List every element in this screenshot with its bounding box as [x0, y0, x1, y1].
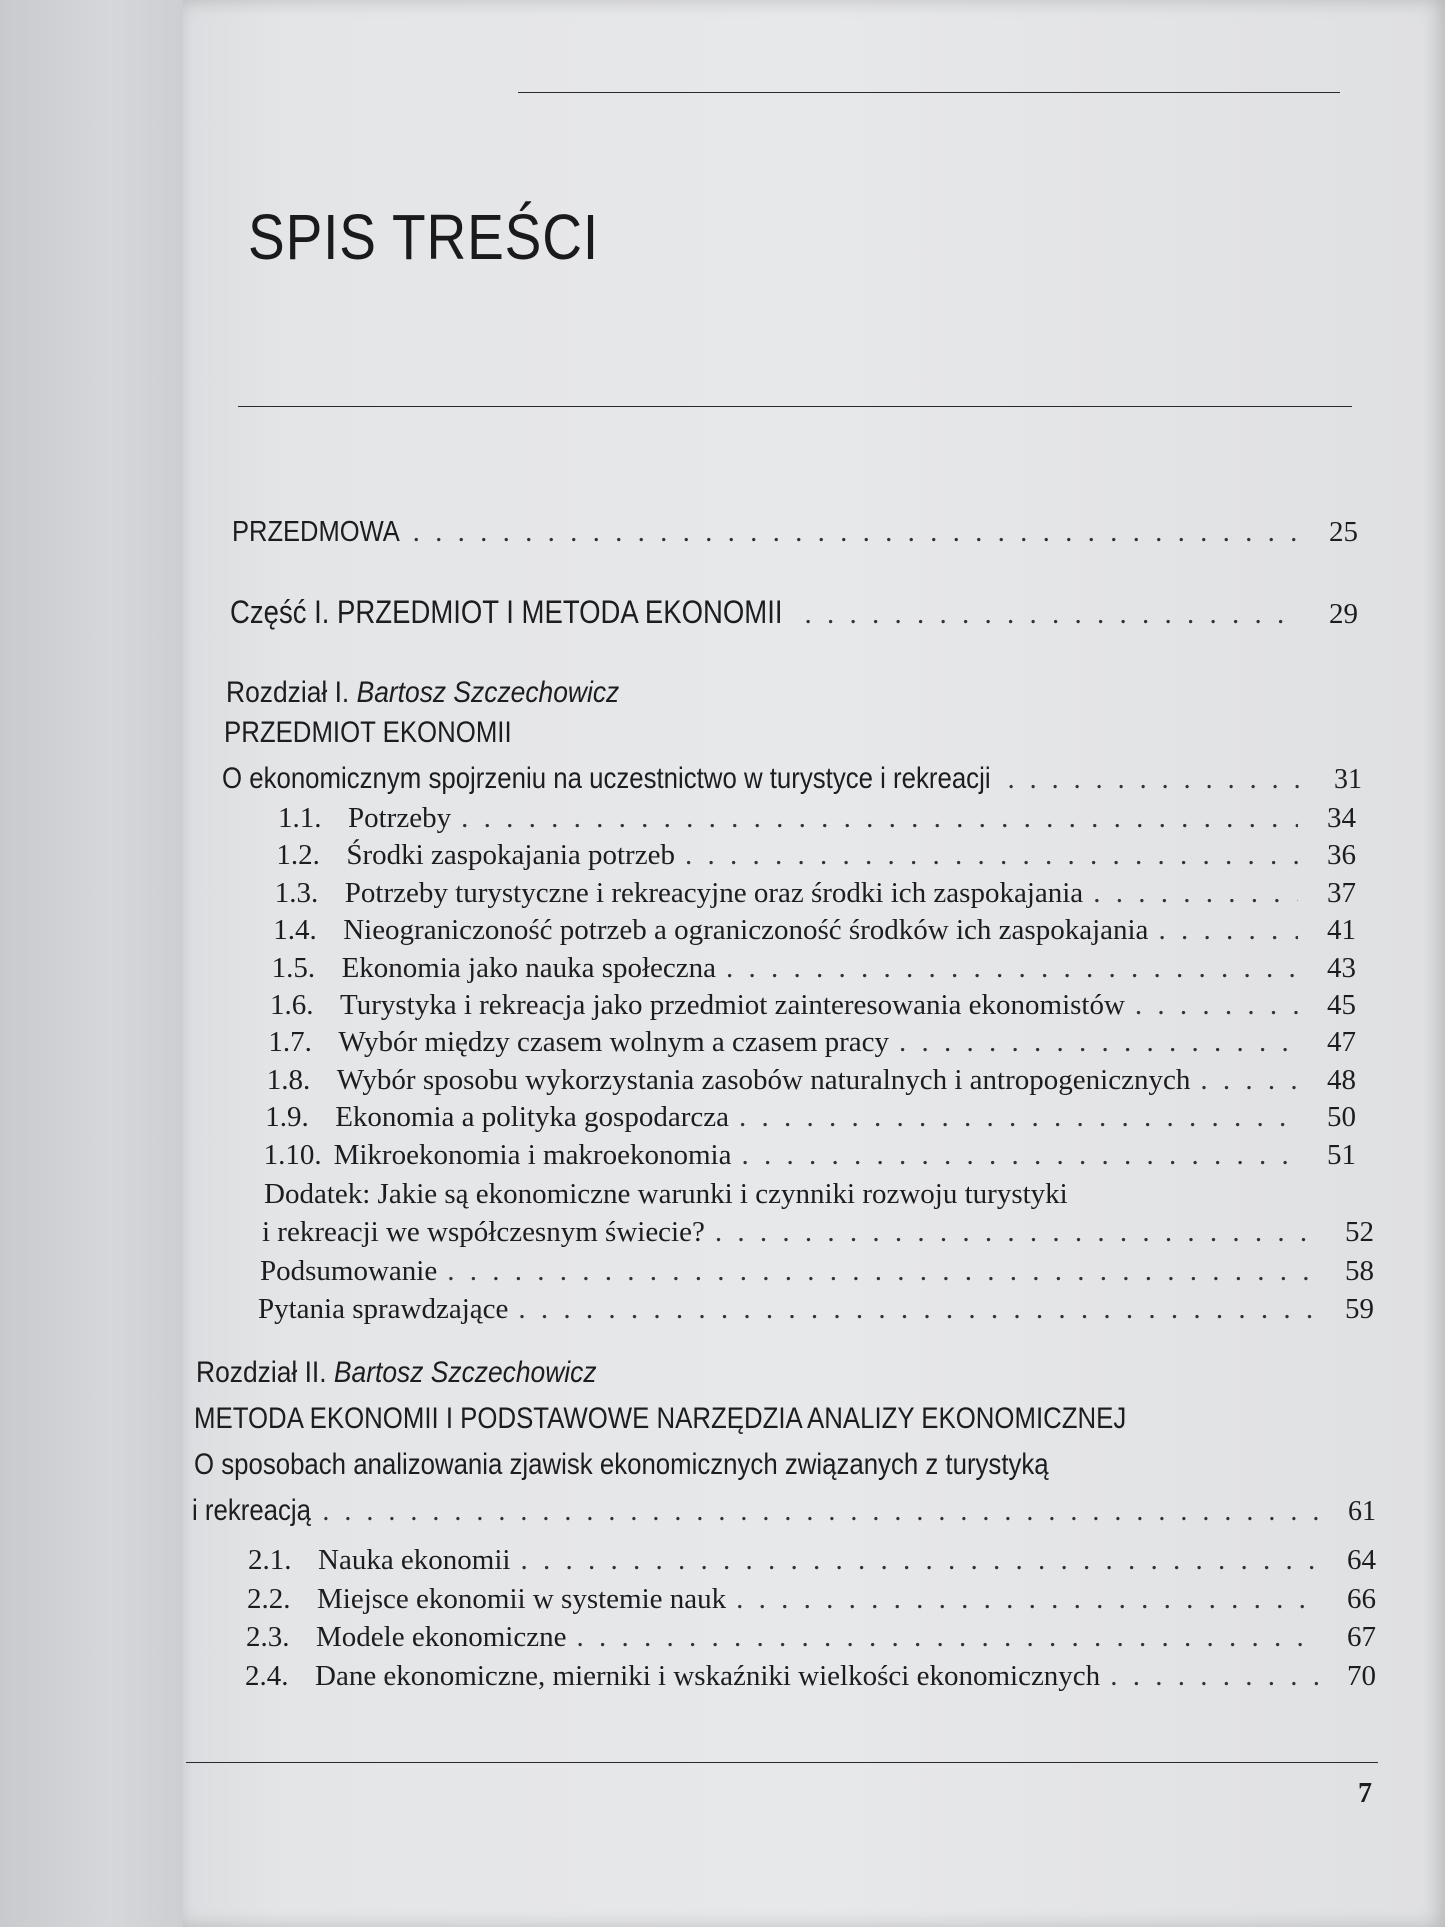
toc-section-number: 1.1. [278, 802, 322, 834]
toc-page-number: 50 [1326, 1101, 1356, 1134]
leader-dots [1110, 1660, 1318, 1693]
toc-entry-label: Podsumowanie [260, 1255, 438, 1287]
toc-section-row [245, 1660, 1376, 1693]
toc-page-number: 59 [1345, 1293, 1374, 1325]
chapter-2-subtitle-line-1: O sposobach analizowania zjawisk ekonomicznych związanych z turystyką [194, 1448, 1049, 1481]
toc-section-number: 1.7. [268, 1026, 312, 1059]
page-title: SPIS TREŚCI [248, 201, 600, 273]
toc-page-number: 48 [1326, 1063, 1356, 1096]
toc-page-number: 29 [1329, 598, 1358, 630]
toc-section-row [247, 1583, 1376, 1616]
leader-dots [576, 1621, 1318, 1654]
toc-page-number: 70 [1347, 1659, 1376, 1692]
chapter-1-prefix: Rozdział I. [226, 676, 350, 709]
toc-section-label: Środki zaspokajania potrzeb [346, 839, 675, 872]
leader-dots [739, 1101, 1298, 1134]
leader-dots [1093, 877, 1298, 910]
toc-section-label: Mikroekonomia i makroekonomia [333, 1138, 732, 1171]
toc-section-label: Potrzeby [348, 802, 452, 834]
toc-section-label: Modele ekonomiczne [316, 1621, 567, 1654]
toc-page-number: 51 [1326, 1138, 1356, 1171]
toc-page-number: 45 [1327, 989, 1356, 1021]
toc-entry-label: O ekonomicznym spojrzeniu na uczestnictwo w turystyce i rekreacji [222, 762, 991, 795]
toc-section-label: Turystyka i rekreacja jako przedmiot zainteresowania ekonomistów [340, 989, 1125, 1021]
toc-section-row [267, 1064, 1356, 1097]
toc-entry-preface [232, 516, 1358, 549]
toc-section-number: 1.2. [276, 839, 320, 872]
leader-dots [736, 1583, 1318, 1616]
leader-dots [413, 516, 1300, 549]
toc-section-number: 2.3. [246, 1621, 290, 1654]
toc-section-label: Ekonomia jako nauka społeczna [341, 951, 717, 984]
chapter-2-subtitle [192, 1494, 1376, 1528]
toc-section-label: Wybór między czasem wolnym a czasem pracy [338, 1026, 890, 1059]
chapter-1-heading [226, 676, 619, 710]
toc-section-number: 1.8. [266, 1063, 311, 1096]
toc-section-number: 2.4. [245, 1659, 289, 1692]
chapter-1-subtitle [222, 762, 1362, 796]
leader-dots [447, 1255, 1316, 1288]
toc-page-number: 41 [1326, 914, 1356, 947]
toc-section-number: 1.6. [270, 989, 314, 1021]
toc-entry-label: i rekreacji we współczesnym świecie? [262, 1216, 705, 1248]
leader-dots [461, 802, 1298, 835]
leader-dots [322, 1496, 1318, 1528]
leader-dots [520, 1544, 1318, 1577]
toc-section-row [276, 839, 1356, 872]
toc-page-number: 66 [1347, 1582, 1376, 1615]
leader-dots [685, 839, 1298, 872]
toc-entry-part-1 [230, 594, 1358, 631]
toc-section-row [272, 952, 1356, 985]
leader-dots [715, 1216, 1316, 1249]
toc-page-number: 43 [1326, 951, 1356, 984]
leader-dots [804, 598, 1300, 631]
toc-section-label: Miejsce ekonomii w systemie nauk [317, 1582, 727, 1615]
toc-entry-label: i rekreacją [192, 1494, 312, 1527]
leader-dots [726, 952, 1298, 985]
toc-page-number: 25 [1329, 516, 1358, 548]
toc-page-number: 37 [1326, 876, 1356, 909]
toc-section-row [273, 914, 1356, 947]
leader-dots [518, 1293, 1316, 1326]
leader-dots [1008, 764, 1304, 796]
toc-entry-questions [258, 1293, 1374, 1326]
toc-page-number: 47 [1326, 1026, 1356, 1059]
toc-page-number: 58 [1345, 1255, 1374, 1287]
leader-dots [1135, 989, 1298, 1022]
toc-section-label: Wybór sposobu wykorzystania zasobów naturalnych i antropogenicznych [336, 1063, 1191, 1096]
toc-page-number: 36 [1326, 839, 1356, 872]
toc-section-row [278, 802, 1356, 835]
toc-section-number: 1.4. [273, 914, 317, 947]
toc-section-number: 1.9. [265, 1101, 309, 1134]
toc-section-number: 2.1. [248, 1544, 292, 1576]
page-number: 7 [1358, 1778, 1372, 1809]
toc-entry-label: PRZEDMOWA [232, 516, 400, 548]
toc-page-number: 64 [1347, 1544, 1376, 1576]
toc-section-label: Dane ekonomiczne, mierniki i wskaźniki wielkości ekonomicznych [315, 1659, 1101, 1692]
leader-dots [899, 1026, 1298, 1059]
toc-section-number: 1.10. [263, 1138, 322, 1171]
toc-section-label: Potrzeby turystyczne i rekreacyjne oraz środki ich zaspokajania [344, 876, 1084, 909]
toc-entry-appendix [262, 1216, 1374, 1249]
toc-entry-label: Część I. PRZEDMIOT I METODA EKONOMII [230, 594, 783, 630]
toc-section-row [265, 1101, 1356, 1134]
toc-section-label: Nieograniczoność potrzeb a ograniczoność środków ich zaspokajania [343, 914, 1149, 947]
chapter-1-author: Bartosz Szczechowicz [356, 676, 620, 709]
title-rule [238, 406, 1352, 407]
bottom-rule [186, 1762, 1378, 1763]
appendix-line-1: Dodatek: Jakie są ekonomiczne warunki i czynniki rozwoju turystyki [264, 1178, 1068, 1210]
toc-section-number: 1.3. [274, 876, 319, 909]
chapter-2-title: METODA EKONOMII I PODSTAWOWE NARZĘDZIA ANALIZY EKONOMICZNEJ [194, 1402, 1127, 1435]
toc-section-row [268, 1026, 1356, 1059]
toc-section-row [246, 1621, 1376, 1654]
toc-entry-summary [260, 1255, 1374, 1288]
chapter-2-prefix: Rozdział II. [196, 1356, 327, 1389]
toc-page-number: 52 [1345, 1216, 1374, 1248]
chapter-2-heading [196, 1356, 597, 1390]
toc-page-number: 34 [1327, 802, 1356, 834]
chapter-1-title: PRZEDMIOT EKONOMII [224, 716, 512, 749]
toc-page-number: 67 [1347, 1621, 1376, 1654]
toc-page-number: 31 [1334, 764, 1362, 795]
leader-dots [1158, 914, 1298, 947]
toc-section-row [264, 1139, 1356, 1172]
toc-section-number: 1.5. [271, 951, 316, 984]
leader-dots [1200, 1064, 1298, 1097]
leader-dots [741, 1139, 1298, 1172]
toc-page-number: 61 [1348, 1496, 1376, 1527]
top-rule [518, 92, 1340, 93]
toc-section-number: 2.2. [247, 1582, 291, 1615]
toc-section-row [248, 1544, 1376, 1577]
toc-section-label: Nauka ekonomii [318, 1544, 511, 1576]
toc-section-label: Ekonomia a polityka gospodarcza [335, 1101, 729, 1134]
chapter-2-author: Bartosz Szczechowicz [333, 1356, 597, 1389]
toc-entry-label: Pytania sprawdzające [258, 1293, 509, 1325]
book-spine-shadow [0, 0, 185, 1927]
toc-section-row [275, 877, 1356, 910]
toc-section-row [270, 989, 1356, 1022]
